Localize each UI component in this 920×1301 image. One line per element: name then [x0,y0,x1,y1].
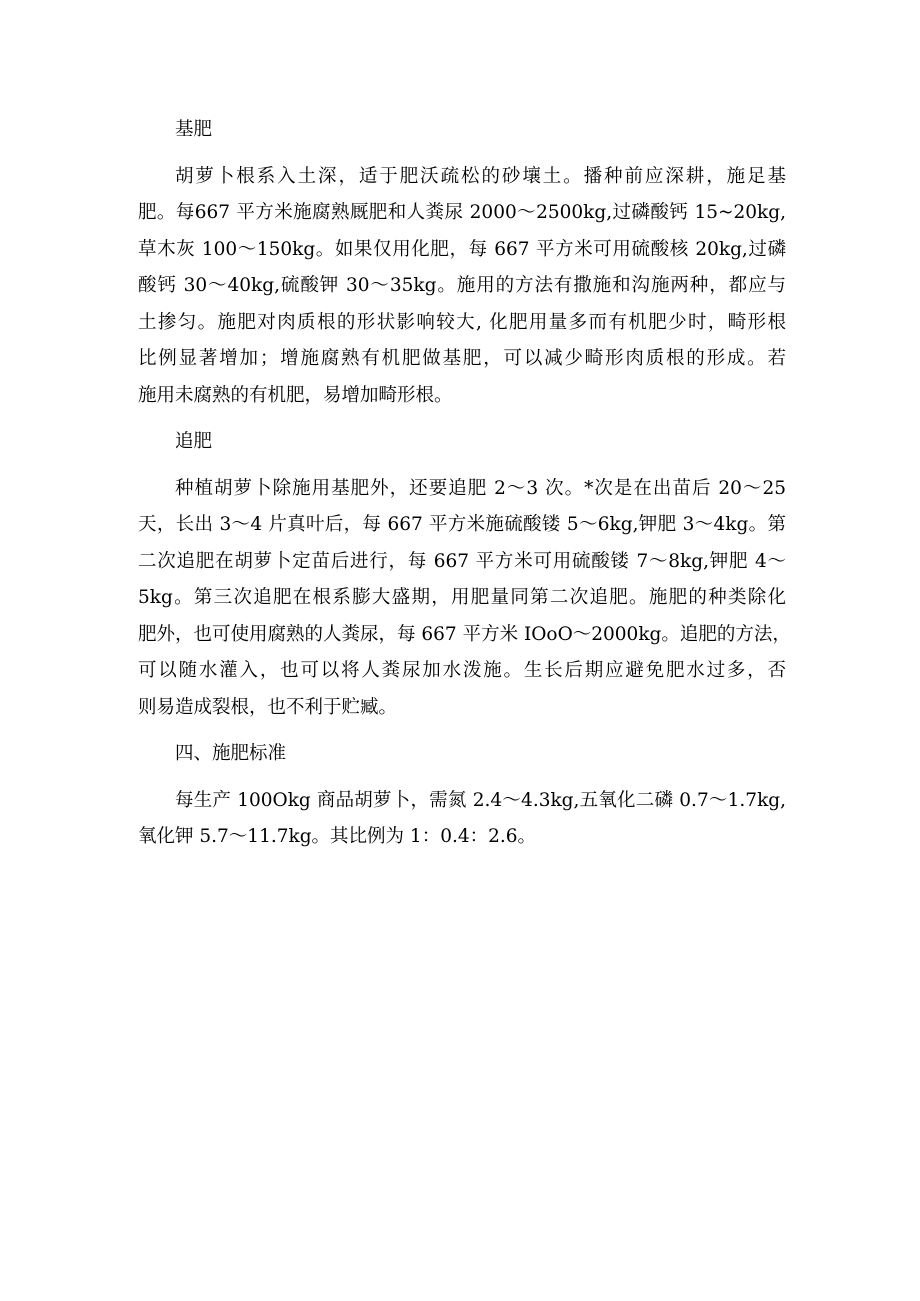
text-line: 氧化钾 5.7～11.7kg。其比例为 1：0.4：2.6。 [138,826,537,847]
text-line: 可以随水灌入，也可以将人粪尿加水泼施。生长后期应避免肥水过多，否 [138,660,786,681]
paragraph-top-dressing [138,471,791,727]
paragraph-base-fertilizer [138,159,786,415]
text-line: 肥。每667 平方米施腐熟厩肥和人粪尿 2000～2500kg,过磷酸钙 15~20kg, [138,202,786,223]
text-line: 比例显著增加；增施腐熟有机肥做基肥，可以减少畸形肉质根的形成。若 [138,348,786,369]
text-line: 二次追肥在胡萝卜定苗后进行，每 667 平方米可用硫酸镂 7～8kg,钾肥 4～ [138,550,786,572]
text-line: 则易造成裂根，也不利于贮臧。 [138,696,398,718]
heading-base-fertilizer: 基肥 [175,119,213,140]
document-body [138,112,791,866]
text-line: 天，长出 3～4 片真叶后，每 667 平方米施硫酸镂 5～6kg,钾肥 3～4kg。第 [138,514,786,535]
text-line: 施用未腐熟的有机肥，易增加畸形根。 [138,384,453,406]
text-line: 胡萝卜根系入土深，适于肥沃疏松的砂壤土。播种前应深耕，施足基 [175,165,786,187]
heading-top-dressing: 追肥 [175,431,213,452]
heading-fertilization-standard: 四、施肥标准 [175,743,287,764]
text-line: 5kg。第三次追肥在根系膨大盛期，用肥量同第二次追肥。施肥的种类除化 [138,587,786,608]
paragraph-fertilization-standard [138,783,786,856]
text-line: 种植胡萝卜除施用基肥外，还要追肥 2～3 次。*次是在出苗后 20～25 [175,477,786,499]
text-line: 每生产 100Okg 商品胡萝卜，需氮 2.4～4.3kg,五氧化二磷 0.7～1.7kg, [175,789,786,811]
text-line: 酸钙 30～40kg,硫酸钾 30～35kg。施用的方法有撒施和沟施两种，都应与 [138,275,786,296]
text-line: 肥外，也可使用腐熟的人粪尿，每 667 平方米 IOoO～2000kg。追肥的方法， [138,623,791,645]
text-line: 土掺匀。施肥对肉质根的形状影响较大, 化肥用量多而有机肥少时，畸形根 [138,311,786,333]
text-line: 草木灰 100～150kg。如果仅用化肥，每 667 平方米可用硫酸核 20kg,过磷 [138,238,786,260]
